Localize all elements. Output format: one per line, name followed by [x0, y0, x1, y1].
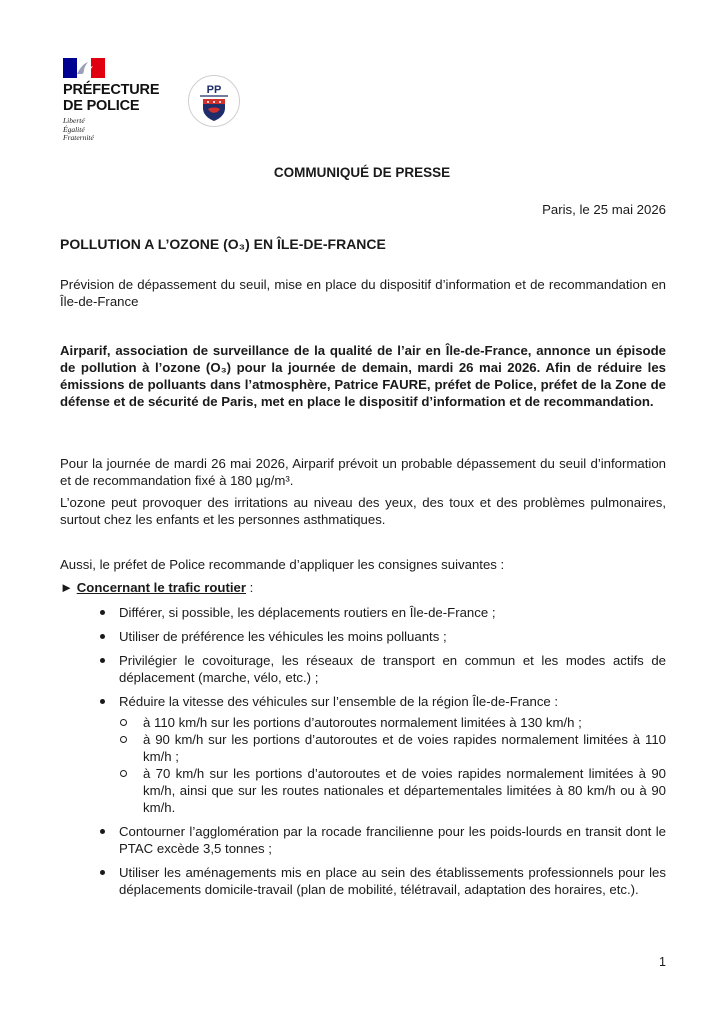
list-item	[60, 628, 666, 645]
section-heading-label: Concernant le trafic routier	[76, 580, 247, 595]
svg-text:PP: PP	[206, 84, 222, 96]
police-prefecture-seal-icon	[187, 74, 241, 128]
motto-fraternite: Fraternité	[63, 133, 94, 142]
bullet-icon	[100, 699, 105, 704]
list-item	[60, 864, 666, 898]
org-line-2: DE POLICE	[63, 98, 140, 114]
circle-bullet-icon	[120, 770, 127, 777]
subtitle: Prévision de dépassement du seuil, mise en place du dispositif d’information et de recommandation en Île-de-France	[60, 277, 666, 309]
section-heading-suffix: :	[246, 580, 254, 595]
sublist-item	[119, 714, 666, 731]
paragraph-1: Pour la journée de mardi 26 mai 2026, Airparif prévoit un probable dépassement du seuil d’information et de recommandation fixé à 180 µg/m³.	[60, 456, 666, 488]
list-item	[60, 823, 666, 857]
sublist-item-text: à 70 km/h sur les portions d’autoroutes et de voies rapides normalement limitées à 90 km/h, ainsi que sur les routes nationales et départementales limitées à 80 km/h ou à 90 km/h.	[143, 766, 666, 815]
sublist-item	[119, 731, 666, 765]
list-item-text: Privilégier le covoiturage, les réseaux de transport en commun et les modes actifs de déplacement (marche, vélo, etc.) ;	[119, 653, 666, 685]
sublist-item-text: à 90 km/h sur les portions d’autoroutes et de voies rapides normalement limitées à 110 km/h ;	[143, 732, 666, 764]
speed-limits-sublist	[119, 714, 666, 816]
lead-paragraph: Airparif, association de surveillance de la qualité de l’air en Île-de-France, annonce un épisode de pollution à l’ozone (O₃) pour la journée de demain, mardi 26 mai 2026. Afin de réduire les émissions de polluants dans l’atmosphère, Patrice FAURE, préfet de Police, préfet de la Zone de défense et de sécurité de Paris, met en place le dispositif d’information et de recommandation.	[60, 343, 666, 409]
motto-liberte: Liberté	[63, 116, 85, 125]
list-item-text: Utiliser de préférence les véhicules les moins polluants ;	[119, 629, 447, 644]
list-item-text: Réduire la vitesse des véhicules sur l’ensemble de la région Île-de-France :	[119, 694, 559, 709]
bullet-icon	[100, 829, 105, 834]
recommendations-list	[60, 604, 666, 905]
marianne-flag-icon	[63, 58, 105, 78]
triangle-marker-icon: ►	[60, 580, 74, 595]
organization-name	[63, 82, 173, 114]
bullet-icon	[100, 634, 105, 639]
paragraph-3: Aussi, le préfet de Police recommande d’appliquer les consignes suivantes :	[60, 557, 505, 572]
sublist-item-text: à 110 km/h sur les portions d’autoroutes normalement limitées à 130 km/h ;	[143, 715, 582, 730]
main-title: POLLUTION A L’OZONE (O₃) EN ÎLE-DE-FRANCE	[60, 236, 386, 252]
list-item	[60, 652, 666, 686]
date-line: Paris, le 25 mai 2026	[542, 202, 666, 217]
page-number: 1	[659, 955, 666, 969]
list-item-text: Différer, si possible, les déplacements routiers en Île-de-France ;	[119, 605, 496, 620]
paragraph-2: L’ozone peut provoquer des irritations au niveau des yeux, des toux et des problèmes pulmonaires, surtout chez les enfants et les personnes asthmatiques.	[60, 495, 666, 527]
prefecture-logo	[63, 58, 173, 143]
bullet-icon	[100, 610, 105, 615]
circle-bullet-icon	[120, 736, 127, 743]
list-item	[60, 604, 666, 621]
republic-motto	[63, 117, 173, 143]
sublist-item	[119, 765, 666, 816]
motto-egalite: Égalité	[63, 124, 85, 134]
list-item	[60, 693, 666, 816]
section-heading	[60, 580, 253, 595]
bullet-icon	[100, 658, 105, 663]
circle-bullet-icon	[120, 719, 127, 726]
bullet-icon	[100, 870, 105, 875]
org-line-1: PRÉFECTURE	[63, 82, 160, 98]
list-item-text: Contourner l’agglomération par la rocade francilienne pour les poids-lourds en transit dont le PTAC excède 3,5 tonnes ;	[119, 824, 666, 856]
list-item-text: Utiliser les aménagements mis en place au sein des établissements professionnels pour les déplacements domicile-travail (plan de mobilité, télétravail, adaptation des horaires, etc.).	[119, 865, 666, 897]
document-type-heading: COMMUNIQUÉ DE PRESSE	[273, 165, 451, 180]
